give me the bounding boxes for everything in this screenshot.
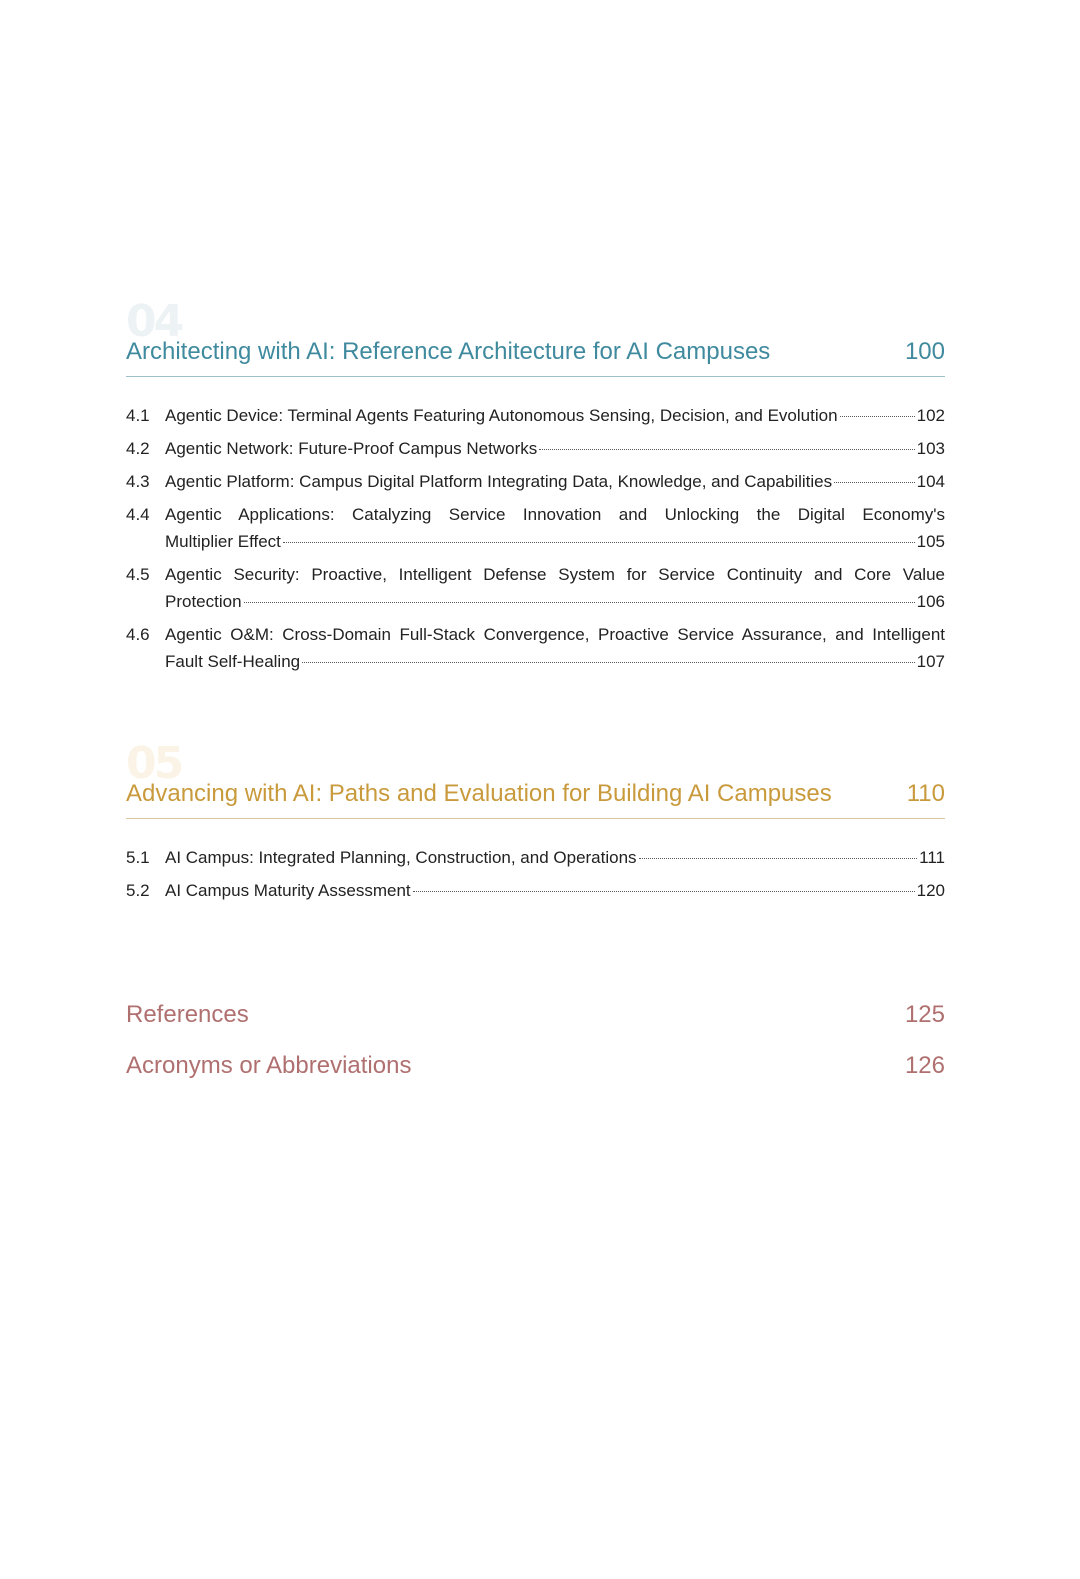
toc-entry-4-4[interactable] xyxy=(126,501,945,555)
entry-title: AI Campus Maturity Assessment xyxy=(165,881,411,900)
entry-number: 4.3 xyxy=(126,472,150,491)
chapter-title[interactable]: Architecting with AI: Reference Architecture for AI Campuses xyxy=(126,338,771,365)
entry-page: 111 xyxy=(919,848,945,867)
chapter-page-number: 100 xyxy=(904,338,945,365)
chapter-header xyxy=(126,738,945,819)
entry-number: 4.2 xyxy=(126,439,150,458)
chapter-number-watermark: 04 xyxy=(126,296,182,347)
entry-page: 105 xyxy=(916,532,945,551)
entry-title-line-2: Fault Self-Healing xyxy=(165,652,301,671)
entry-number: 4.1 xyxy=(126,406,150,425)
entry-title-line-1: Agentic Security: Proactive, Intelligent Defense System for Service Continuity and Core Value xyxy=(165,565,945,584)
toc-entry-4-2[interactable] xyxy=(126,435,945,462)
toc-entries xyxy=(126,844,945,904)
entry-page: 104 xyxy=(916,472,945,491)
entry-title-line-2: Protection xyxy=(165,592,242,611)
entry-page: 107 xyxy=(916,652,945,671)
toc-entry-4-6[interactable] xyxy=(126,621,945,675)
chapter-05 xyxy=(126,738,945,910)
dot-leader xyxy=(244,602,915,603)
toc-entry-acronyms[interactable] xyxy=(126,1052,945,1080)
entry-title-line-1: Agentic Applications: Catalyzing Service Innovation and Unlocking the Digital Economy's xyxy=(165,505,945,524)
entry-title-line-2: Multiplier Effect xyxy=(165,532,281,551)
chapter-header xyxy=(126,296,945,377)
acronyms-page: 126 xyxy=(904,1052,945,1079)
entry-number: 5.2 xyxy=(126,881,150,900)
dot-leader xyxy=(539,449,914,450)
acronyms-title: Acronyms or Abbreviations xyxy=(126,1052,412,1079)
toc-entry-5-2[interactable] xyxy=(126,877,945,904)
dot-leader xyxy=(834,482,915,483)
references-title: References xyxy=(126,1001,249,1028)
dot-leader xyxy=(413,891,915,892)
chapter-title[interactable]: Advancing with AI: Paths and Evaluation for Building AI Campuses xyxy=(126,780,832,807)
entry-title-line-1: Agentic O&M: Cross-Domain Full-Stack Convergence, Proactive Service Assurance, and Intelligent xyxy=(165,625,945,644)
dot-leader xyxy=(283,542,915,543)
toc-entry-references[interactable] xyxy=(126,1001,945,1029)
toc-entry-4-5[interactable] xyxy=(126,561,945,615)
entry-title: Agentic Network: Future-Proof Campus Networks xyxy=(165,439,538,458)
entry-page: 120 xyxy=(916,881,945,900)
toc-entries xyxy=(126,402,945,675)
entry-title: AI Campus: Integrated Planning, Construction, and Operations xyxy=(165,848,637,867)
entry-number: 4.5 xyxy=(126,565,150,584)
entry-title: Agentic Platform: Campus Digital Platform Integrating Data, Knowledge, and Capabilities xyxy=(165,472,833,491)
entry-number: 5.1 xyxy=(126,848,150,867)
chapter-04 xyxy=(126,296,945,681)
entry-number: 4.4 xyxy=(126,505,150,524)
entry-title: Agentic Device: Terminal Agents Featuring Autonomous Sensing, Decision, and Evolution xyxy=(165,406,838,425)
toc-entry-4-1[interactable] xyxy=(126,402,945,429)
toc-entry-5-1[interactable] xyxy=(126,844,945,871)
dot-leader xyxy=(302,662,915,663)
entry-number: 4.6 xyxy=(126,625,150,644)
entry-page: 103 xyxy=(916,439,945,458)
toc-entry-4-3[interactable] xyxy=(126,468,945,495)
chapter-page-number: 110 xyxy=(906,780,945,807)
chapter-number-watermark: 05 xyxy=(126,738,182,789)
entry-page: 106 xyxy=(916,592,945,611)
references-page: 125 xyxy=(904,1001,945,1028)
dot-leader xyxy=(639,858,918,859)
entry-page: 102 xyxy=(916,406,945,425)
dot-leader xyxy=(840,416,915,417)
